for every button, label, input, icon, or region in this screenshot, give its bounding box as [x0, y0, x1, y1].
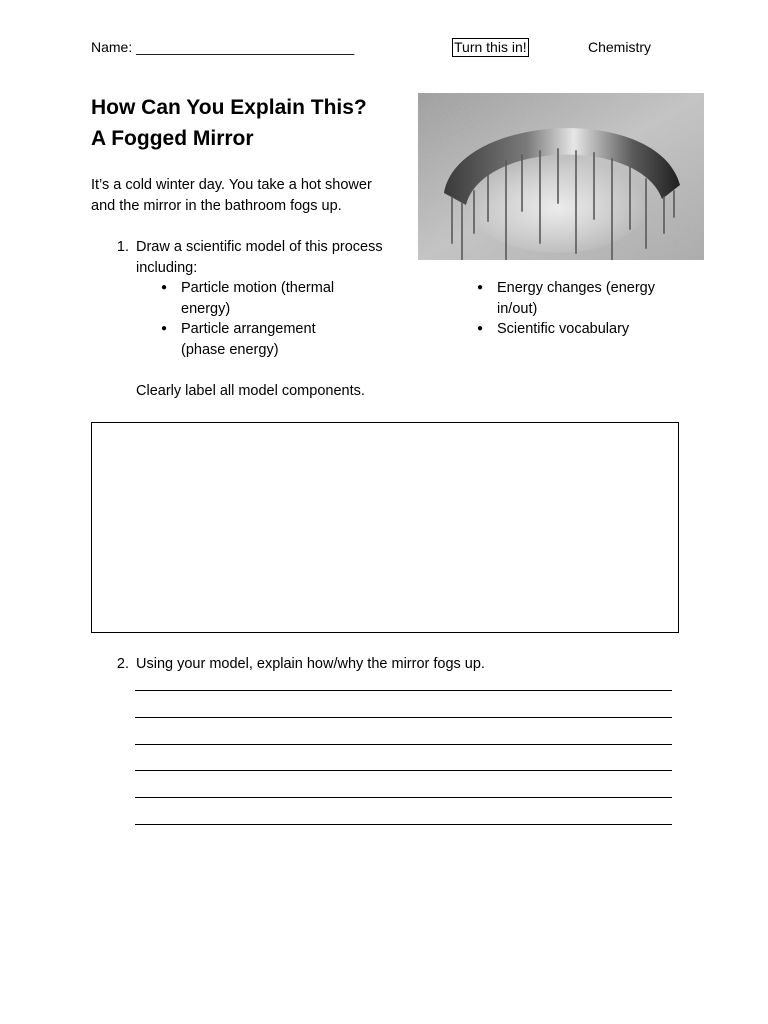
list-item — [474, 278, 674, 319]
name-field-label: Name: ____________________________ — [91, 39, 355, 55]
question-2-prompt: Using your model, explain how/why the mirror fogs up. — [136, 656, 485, 672]
list-item — [158, 278, 358, 319]
requirements-list-right — [474, 278, 674, 340]
answer-line[interactable] — [135, 824, 672, 825]
question-1-prompt — [136, 237, 404, 278]
answer-line[interactable] — [135, 797, 672, 798]
list-item-line: ● Particle arrangement — [181, 321, 316, 337]
list-item — [158, 319, 358, 360]
list-item-line: (phase energy) — [181, 341, 279, 358]
answer-line[interactable] — [135, 690, 672, 691]
fogged-mirror-photo — [418, 93, 704, 260]
answer-line[interactable] — [135, 717, 672, 718]
title-line-1: How Can You Explain This? — [91, 96, 367, 119]
list-item-line: energy) — [181, 300, 231, 317]
question-1-line-1: Draw a scientific model of this process — [136, 239, 383, 255]
list-item-line: in/out) — [497, 300, 538, 317]
question-1-line-2: including: — [136, 259, 198, 276]
list-item — [474, 319, 674, 340]
label-instruction: Clearly label all model components. — [136, 383, 365, 399]
answer-line[interactable] — [135, 770, 672, 771]
intro-paragraph — [91, 175, 411, 216]
page-title — [91, 92, 367, 154]
title-line-2: A Fogged Mirror — [91, 127, 254, 150]
intro-line-1: It’s a cold winter day. You take a hot shower — [91, 177, 372, 193]
intro-line-2: and the mirror in the bathroom fogs up. — [91, 197, 342, 214]
question-1-number: 1. — [116, 239, 129, 255]
requirements-list-left — [158, 278, 358, 360]
question-2-number: 2. — [116, 656, 129, 672]
subject-label: Chemistry — [588, 39, 652, 55]
answer-line[interactable] — [135, 744, 672, 745]
turn-in-badge: Turn this in! — [454, 39, 527, 55]
model-drawing-box[interactable] — [91, 422, 679, 633]
list-item-line: ● Scientific vocabulary — [497, 321, 630, 337]
list-item-line: ● Particle motion (thermal — [181, 280, 335, 296]
list-item-line: ● Energy changes (energy — [497, 280, 655, 296]
